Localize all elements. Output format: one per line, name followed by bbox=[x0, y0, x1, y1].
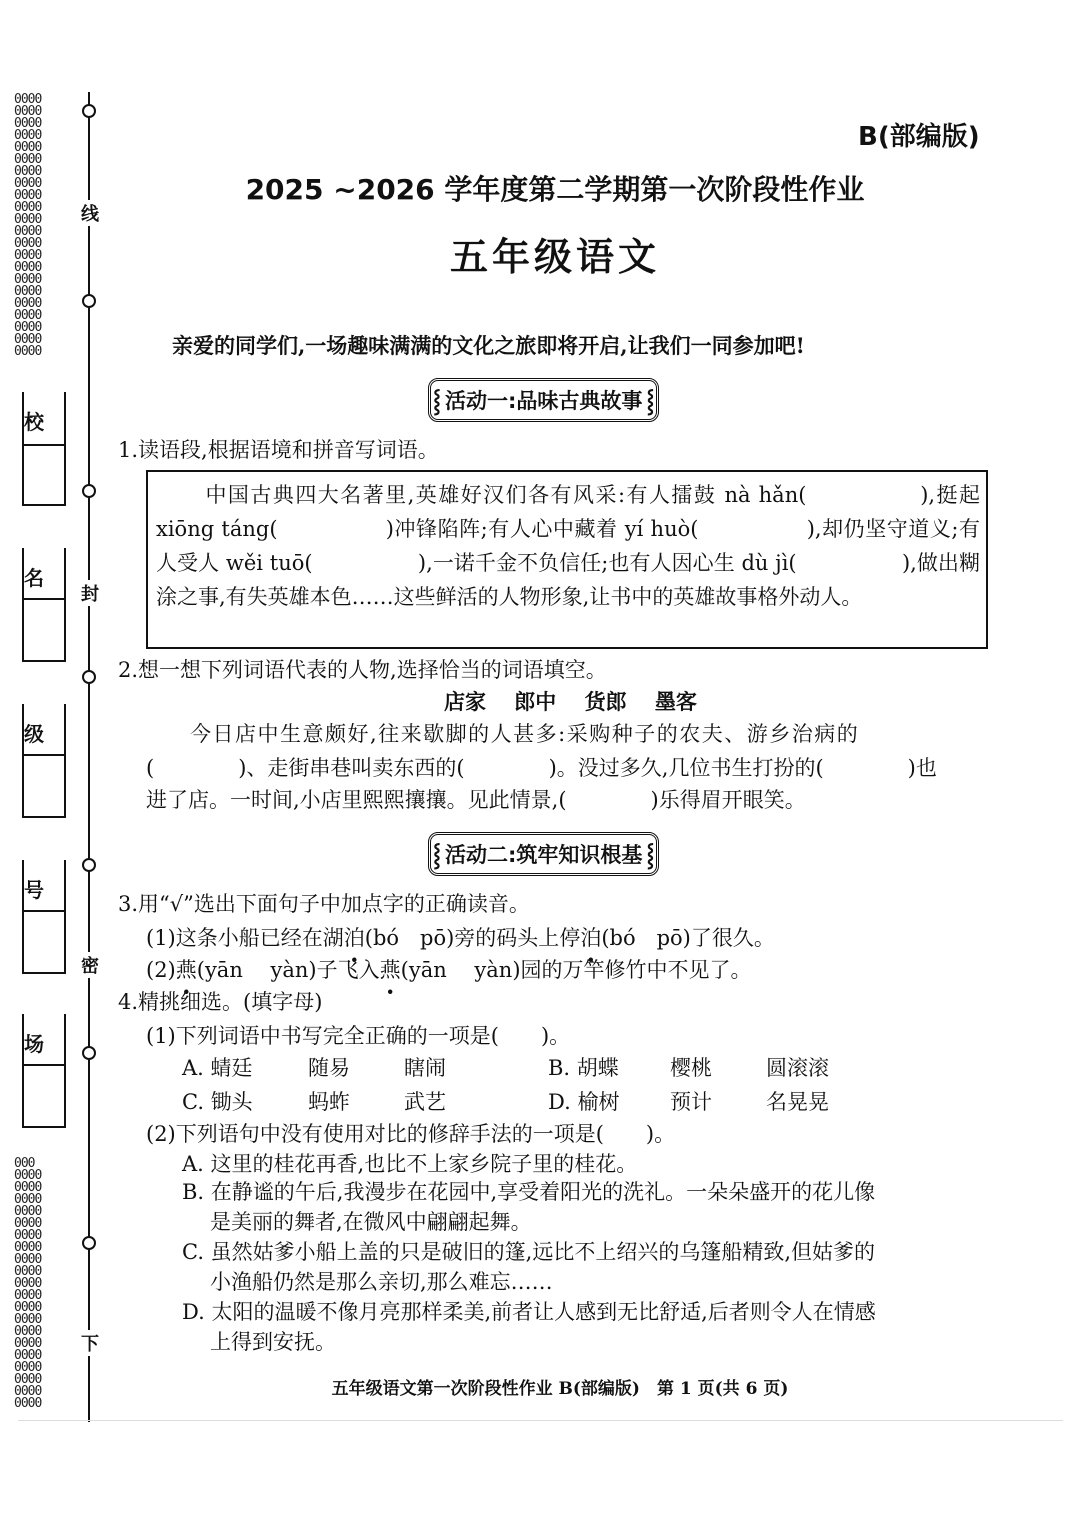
binding-holes-top: 0000 0000 0000 0000 0000 0000 0000 0000 0000 0000 0000 0000 0000 0000 0000 0000 0000 0000 0000 0000 0000 0000 bbox=[14, 92, 42, 359]
option-item: D. 榆树 bbox=[548, 1090, 620, 1114]
q4-sub2-option-b: B. 在静谧的午后,我漫步在花园中,享受着阳光的洗礼。一朵朵盛开的花儿像 bbox=[182, 1180, 876, 1204]
binding-char-down: 下 bbox=[78, 1330, 102, 1356]
binding-char-secret: 密 bbox=[78, 952, 102, 978]
field-school-label: 校 bbox=[24, 410, 44, 434]
option-item: B. 胡蝶 bbox=[548, 1056, 619, 1080]
edition-label: B(部编版) bbox=[858, 122, 980, 152]
q3-s2-part: (2) bbox=[146, 958, 176, 982]
q3-s1-part: (bó pō)了很久。 bbox=[601, 926, 775, 950]
field-number-label: 号 bbox=[24, 878, 44, 902]
binding-dot bbox=[82, 858, 96, 872]
option-item: 蚂蚱 bbox=[308, 1090, 350, 1114]
q3-s1-part: (bó pō)旁的码头上停 bbox=[364, 926, 581, 950]
field-rule bbox=[22, 1064, 66, 1066]
field-rule bbox=[22, 816, 66, 818]
binding-dot bbox=[82, 1236, 96, 1250]
field-rule bbox=[22, 598, 66, 600]
page-footer: 五年级语文第一次阶段性作业 B(部编版) 第 1 页(共 6 页) bbox=[331, 1379, 789, 1399]
q4-sub2-option-c: C. 虽然姑爹小船上盖的只是破旧的篷,远比不上绍兴的乌篷船精致,但姑爹的 bbox=[182, 1240, 876, 1264]
binding-dot bbox=[82, 294, 96, 308]
field-room-label: 场 bbox=[24, 1032, 44, 1056]
q3-sentence1 bbox=[146, 922, 775, 954]
q2-line1: 今日店中生意颇好,往来歇脚的人甚多:采购种子的农夫、游乡治病的 bbox=[190, 722, 860, 746]
binding-char-seal: 封 bbox=[78, 580, 102, 606]
q1-prompt: 1.读语段,根据语境和拼音写词语。 bbox=[118, 438, 439, 462]
field-name-label: 名 bbox=[24, 566, 44, 590]
q4-sub2-option-b-cont: 是美丽的舞者,在微风中翩翩起舞。 bbox=[210, 1210, 532, 1234]
q4-sub1-prompt: (1)下列词语中书写完全正确的一项是( )。 bbox=[146, 1024, 571, 1048]
q3-s1-dotted-char: 泊 bbox=[343, 926, 365, 950]
q4-prompt: 4.精挑细选。(填字母) bbox=[118, 990, 323, 1014]
option-item: 圆滚滚 bbox=[766, 1056, 829, 1080]
activity2-badge bbox=[428, 832, 659, 876]
option-item: A. 蜻廷 bbox=[182, 1056, 253, 1080]
q4-sub2-option-a: A. 这里的桂花再香,也比不上家乡院子里的桂花。 bbox=[182, 1152, 638, 1176]
binding-holes-bottom: 000 0000 0000 0000 0000 0000 0000 0000 0000 0000 0000 0000 0000 0000 0000 0000 0000 0000 0000 0000 0000 bbox=[14, 1156, 42, 1411]
q3-s2-dotted-char: 燕 bbox=[175, 958, 197, 982]
q3-s1-dotted-char: 泊 bbox=[580, 926, 602, 950]
option-item: 武艺 bbox=[404, 1090, 446, 1114]
q2-word-bank: 店家 郎中 货郎 墨客 bbox=[444, 689, 697, 714]
binding-dot bbox=[82, 670, 96, 684]
binding-line bbox=[88, 92, 90, 1422]
q1-passage bbox=[156, 478, 980, 614]
intro-text: 亲爱的同学们,一场趣味满满的文化之旅即将开启,让我们一同参加吧! bbox=[172, 333, 805, 358]
binding-dot bbox=[82, 104, 96, 118]
field-rule bbox=[22, 910, 66, 912]
q2-line3: 进了店。一时间,小店里熙熙攘攘。见此情景,( )乐得眉开眼笑。 bbox=[146, 788, 806, 812]
q3-s2-part: (yān yàn)子飞入 bbox=[196, 958, 380, 982]
activity1-badge bbox=[428, 378, 659, 422]
activity1-label: 活动一:品味古典故事 bbox=[445, 389, 643, 413]
option-item: 随易 bbox=[308, 1056, 350, 1080]
bottom-rule bbox=[18, 1420, 1063, 1421]
option-item: 预计 bbox=[670, 1090, 712, 1114]
option-item: 瞎闹 bbox=[404, 1056, 446, 1080]
subject-title: 五年级语文 bbox=[449, 235, 660, 279]
q2-line2: ( )、走街串巷叫卖东西的( )。没过多久,几位书生打扮的( )也 bbox=[146, 756, 937, 780]
option-item: 名晃晃 bbox=[766, 1090, 829, 1114]
option-item: 樱桃 bbox=[670, 1056, 712, 1080]
binding-char-line: 线 bbox=[78, 200, 102, 226]
q4-sub2-option-c-cont: 小渔船仍然是那么亲切,那么难忘…… bbox=[210, 1270, 553, 1294]
field-class-label: 级 bbox=[24, 722, 44, 746]
exam-title: 2025 ~2026 学年度第二学期第一次阶段性作业 bbox=[245, 173, 865, 206]
q4-sub2-option-d: D. 太阳的温暖不像月亮那样柔美,前者让人感到无比舒适,后者则令人在情感 bbox=[182, 1300, 876, 1324]
q3-s2-part: (yān yàn)园的万竿修竹中不见了。 bbox=[400, 958, 752, 982]
option-item: C. 锄头 bbox=[182, 1090, 253, 1114]
q3-s1-part: (1)这条小船已经在湖 bbox=[146, 926, 344, 950]
field-rule bbox=[22, 444, 66, 446]
field-rule bbox=[22, 972, 66, 974]
q4-sub2-option-d-cont: 上得到安抚。 bbox=[210, 1330, 336, 1354]
binding-dot bbox=[82, 1046, 96, 1060]
binding-dot bbox=[82, 484, 96, 498]
q3-sentence2 bbox=[146, 954, 752, 986]
q4-sub2-prompt: (2)下列语句中没有使用对比的修辞手法的一项是( )。 bbox=[146, 1122, 676, 1146]
field-rule bbox=[22, 1126, 66, 1128]
q2-prompt: 2.想一想下列词语代表的人物,选择恰当的词语填空。 bbox=[118, 658, 607, 682]
activity2-label: 活动二:筑牢知识根基 bbox=[445, 843, 643, 867]
q3-s2-dotted-char: 燕 bbox=[379, 958, 401, 982]
field-rule bbox=[22, 754, 66, 756]
q1-passage-text: 中国古典四大名著里,英雄好汉们各有风采:有人擂鼓 nà hǎn( ),挺起 xiōng táng( )冲锋陷阵;有人心中藏着 yí huò( ),却仍坚守道义;有人受人 wěi tuō( ),一诺千金不负信任;也有人因心生 dù jì( ),做出糊涂之事,有失英雄本色……这些鲜活的人物形象,让书中的英雄故事格外动人。 bbox=[156, 483, 980, 609]
field-rule bbox=[22, 660, 66, 662]
field-rule bbox=[22, 504, 66, 506]
q3-prompt: 3.用“√”选出下面句子中加点字的正确读音。 bbox=[118, 892, 530, 916]
